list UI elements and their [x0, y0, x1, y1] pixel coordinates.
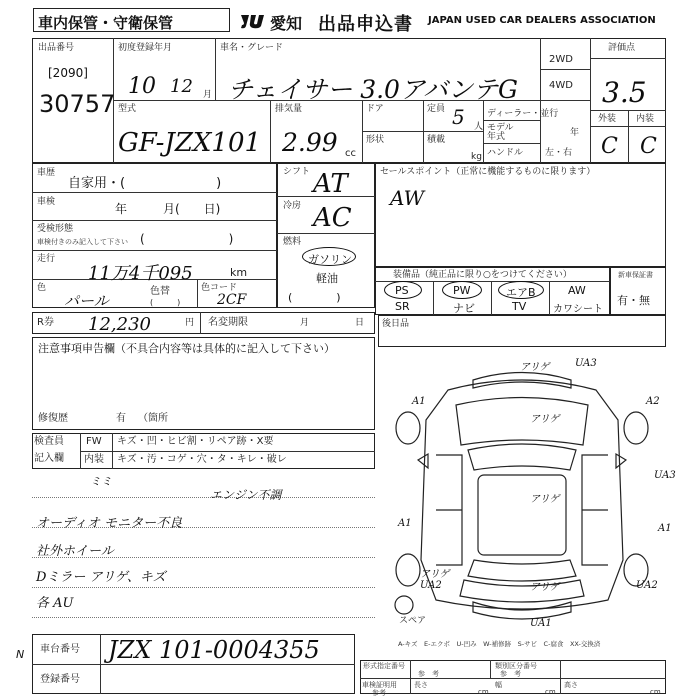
rear-items-label: 後日品: [382, 319, 410, 329]
sales-point-label: セールスポイント（正常に機能するものに限ります）: [380, 167, 596, 177]
inspection-label: 車検: [37, 197, 56, 207]
drive-4wd: 4WD: [549, 80, 573, 91]
association-name: JAPAN USED CAR DEALERS ASSOCIATION: [428, 15, 656, 26]
load-label: 積載: [427, 135, 446, 145]
footer-length-cm: cm: [478, 688, 489, 696]
name-change-day: 日: [355, 318, 365, 328]
repair-label: 修復歴: [38, 413, 68, 424]
warranty-value: 有・無: [617, 294, 650, 307]
equip-navi: ナビ: [453, 302, 475, 315]
diag-mid-1: アリゲ: [530, 414, 560, 425]
equip-pw: PW: [453, 284, 471, 297]
handle-options: 左・右: [545, 148, 573, 158]
fuel-label: 燃料: [283, 237, 302, 247]
chassis-value: JZX 101-0004355: [108, 636, 320, 664]
remarks-engine: エンジン不調: [210, 488, 282, 502]
diag-ua1: UA1: [530, 618, 552, 629]
inspector-label2: 記入欄: [34, 453, 64, 464]
fuel-diesel: 軽油: [316, 272, 338, 285]
diag-a1-left: A1: [412, 396, 426, 407]
shift-value: AT: [313, 169, 348, 199]
displacement-unit: cc: [345, 148, 356, 159]
footer-type-label: 形式指定番号: [363, 662, 405, 670]
name-change-month: 月: [300, 318, 310, 328]
diag-a2-right: A2: [646, 396, 660, 407]
color-change-paren: ( ): [150, 298, 181, 307]
footer-width: 幅: [495, 681, 502, 689]
inspector-row2: キズ・汚・コゲ・穴・タ・キレ・破レ: [117, 454, 287, 465]
equip-aw: AW: [568, 284, 586, 297]
footer-width-cm: cm: [545, 688, 556, 696]
repair-value: 有: [116, 413, 126, 424]
diag-legend: A-キズ E-エクボ U-凹み W-補修跡 S-サビ C-腐食 XX-交換済: [398, 640, 601, 648]
inspector-fw: FW: [86, 436, 102, 447]
diag-label-top-2: UA3: [575, 358, 597, 369]
interior-label: 内装: [636, 114, 655, 124]
bracket-code: [2090]: [48, 66, 88, 80]
remarks-line-1: オーディオ モニター不良: [36, 516, 183, 531]
name-change-label: 名変期限: [208, 317, 248, 328]
logo-org: 愛知: [270, 14, 303, 33]
load-unit: kg: [471, 152, 482, 162]
lot-number: 30757: [39, 90, 116, 118]
diag-label-top-1: アリゲ: [520, 362, 550, 373]
diag-a1-left2: A1: [398, 518, 412, 529]
diag-spare: スペア: [399, 616, 427, 626]
drive-2wd: 2WD: [549, 54, 573, 65]
mileage-value: 11万4千095: [88, 263, 193, 284]
diag-ua2-2: UA2: [636, 580, 658, 591]
displacement-label: 排気量: [275, 104, 303, 114]
chassis-label: 車台番号: [40, 644, 80, 655]
registration-year: 10: [128, 74, 156, 99]
fuel-gasoline: ガソリン: [308, 253, 352, 266]
color-change-label: 色替: [150, 286, 170, 297]
footer-cert-label: 車検証明用: [362, 681, 397, 689]
form-title: 出品申込書: [318, 14, 413, 35]
diag-mid-3: アリゲ: [420, 569, 450, 580]
mileage-label: 走行: [37, 254, 56, 264]
car-name-value: チェイサー 3.0アバンテG: [228, 75, 518, 104]
rating-label: 評価点: [608, 43, 636, 53]
sales-point-value: AW: [390, 186, 425, 210]
equip-ps: PS: [395, 284, 409, 297]
remarks-line-4: 各 AU: [36, 596, 74, 611]
history-value: 自家用・( ): [68, 176, 222, 191]
ju-logo: [238, 11, 268, 31]
remarks-mark: ミミ: [90, 475, 112, 488]
footer-height: 高さ: [564, 681, 578, 689]
dealer-year-unit: 年: [570, 128, 580, 138]
footer-class-label: 類別区分番号: [495, 662, 537, 670]
handle-label: ハンドル: [487, 148, 524, 158]
rear-items-box: [378, 315, 666, 347]
inspector-row1: キズ・凹・ヒビ割・リペア跡・X要: [117, 436, 274, 447]
registration-month-suffix: 月: [203, 90, 213, 100]
footer-ref-a: 参考: [372, 689, 386, 697]
recycle-value: 12,230: [88, 314, 151, 335]
acceptance-note: 車検付きのみ記入して下さい: [37, 238, 128, 246]
remarks-line-2: 社外ホイール: [36, 544, 114, 559]
warranty-label: 新車保証書: [618, 271, 653, 279]
shift-label: シフト: [283, 167, 311, 177]
dealer-line2: モデル: [487, 123, 514, 133]
equip-tv: TV: [512, 300, 527, 313]
fuel-other: ( ): [288, 291, 341, 304]
car-diagram: [378, 350, 666, 638]
notes-label: 注意事項申告欄（不具合内容等は具体的に記入して下さい）: [38, 342, 335, 355]
repair-location: （箇所: [138, 413, 168, 424]
recycle-label: R券: [37, 317, 54, 328]
rating-score: 3.5: [602, 76, 647, 109]
model-value: GF-JZX101: [118, 128, 262, 158]
footer-ref2: 参 考: [500, 670, 521, 678]
acceptance-label: 受検形態: [37, 224, 74, 234]
history-label: 車歴: [37, 168, 56, 178]
diag-a1-right: A1: [658, 523, 672, 534]
registration-label: 初度登録年月: [118, 43, 173, 53]
footer-height-cm: cm: [650, 688, 661, 696]
inspector-interior: 内装: [84, 454, 104, 465]
n-mark: N: [16, 648, 25, 661]
exterior-grade: C: [601, 134, 618, 159]
equipment-label: 装備品（純正品に限り○をつけてください）: [393, 270, 572, 280]
diag-ua3-right: UA3: [654, 470, 676, 481]
reg-number-label: 登録番号: [40, 674, 80, 685]
dealer-line3: 年式: [487, 132, 506, 142]
registration-month: 12: [170, 76, 193, 97]
interior-grade: C: [640, 134, 657, 159]
shape-label: 形状: [366, 135, 385, 145]
equip-sr: SR: [395, 300, 410, 313]
door-label: ドア: [366, 104, 384, 114]
capacity-label: 定員: [427, 104, 446, 114]
diag-ua2-1: UA2: [420, 580, 442, 591]
color-label: 色: [37, 283, 47, 293]
car-name-label: 車名・グレード: [220, 43, 284, 53]
capacity-value: 5: [452, 105, 465, 129]
sales-point-box: [375, 163, 666, 267]
diag-mid-2: アリゲ: [530, 494, 560, 505]
displacement-value: 2.99: [282, 128, 338, 157]
color-value: パール: [64, 292, 109, 310]
cooler-label: 冷房: [283, 201, 302, 211]
equip-seat: カワシート: [553, 304, 603, 315]
capacity-unit: 人: [474, 122, 484, 132]
diag-mid-4: アリゲ: [530, 582, 560, 593]
inspector-label: 検査員: [34, 436, 64, 447]
footer-length: 長さ: [414, 681, 428, 689]
dealer-line1: ディーラー・並行: [487, 109, 559, 119]
exterior-label: 外装: [598, 114, 617, 124]
inspection-value: 年 月( 日): [115, 202, 221, 216]
recycle-unit: 円: [185, 318, 195, 328]
footer-ref1: 参 考: [418, 670, 439, 678]
remarks-line-3: Dミラー アリゲ、キズ: [36, 570, 166, 585]
mileage-unit: km: [230, 266, 248, 279]
cooler-value: AC: [313, 203, 352, 233]
equip-airbag: エアB: [506, 286, 536, 299]
storage-label: 車内保管・守衛保管: [38, 14, 174, 32]
color-code-label: 色コード: [201, 283, 238, 293]
model-label: 型式: [118, 104, 137, 114]
acceptance-value: ( ): [140, 232, 234, 246]
recycle-box: [32, 312, 375, 334]
color-code-value: 2CF: [217, 292, 247, 308]
lot-label: 出品番号: [38, 43, 75, 53]
